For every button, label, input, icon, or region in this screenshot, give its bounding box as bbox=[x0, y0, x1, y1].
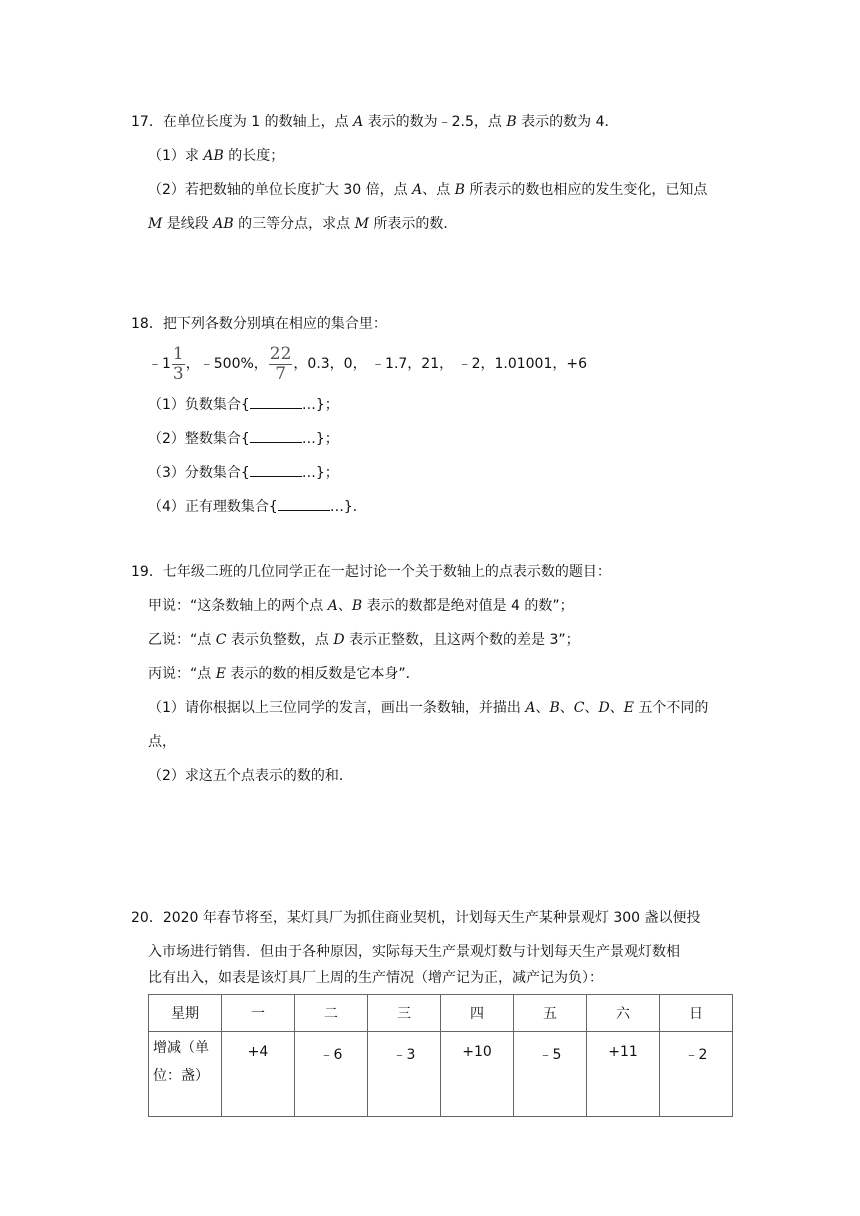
q17-p2l2-var-m: M bbox=[354, 216, 369, 232]
q17-p2-text-b: 、点 bbox=[422, 182, 455, 198]
q18-s1-blank[interactable] bbox=[250, 394, 302, 409]
table-day-cell: 二 bbox=[295, 995, 368, 1032]
q17-p2l2-text-b: 的三等分点，求点 bbox=[233, 216, 355, 232]
table-value-cell: ﹣3 bbox=[368, 1032, 441, 1117]
table-row-label bbox=[149, 1032, 222, 1117]
q18-frac2-numerator: 22 bbox=[269, 343, 292, 364]
q18-stem: 18．把下列各数分别填在相应的集合里： bbox=[131, 316, 387, 332]
q19-p1-var-e: E bbox=[623, 700, 634, 716]
q19-jia-var-b: B bbox=[351, 598, 363, 614]
q18-s4-end: …}． bbox=[329, 499, 367, 515]
q19-jia-b: 、 bbox=[337, 598, 352, 614]
q19-part2: （2）求这五个点表示的数的和． bbox=[148, 768, 353, 784]
q19-yi-b: 表示负整数，点 bbox=[226, 632, 334, 648]
q18-number-list bbox=[148, 344, 587, 384]
q20-line3: 比有出入，如表是该灯具厂上周的生产情况（增产记为正，减产记为负）： bbox=[148, 970, 603, 986]
q19-jia-var-a: A bbox=[327, 598, 338, 614]
q19-yi-var-d: D bbox=[333, 632, 345, 648]
q18-set-negative bbox=[148, 394, 339, 415]
table-day-cell: 一 bbox=[222, 995, 295, 1032]
q19-p1-var-c: C bbox=[573, 700, 585, 716]
q17-part2-line1 bbox=[148, 180, 707, 200]
q17-p2-text-a: （2）若把数轴的单位长度扩大 30 倍，点 bbox=[148, 182, 413, 198]
q17-stem-text-c: 表示的数为 4． bbox=[516, 114, 619, 130]
q17-p2-var-a: A bbox=[412, 182, 423, 198]
table-value-cell: ﹣5 bbox=[514, 1032, 587, 1117]
q19-p1-var-d: D bbox=[598, 700, 610, 716]
table-value-cell: +4 bbox=[222, 1032, 295, 1117]
q17-p2l2-text-a: 是线段 bbox=[162, 216, 214, 232]
q19-jia-c: 表示的数都是绝对值是 4 的数”； bbox=[362, 598, 574, 614]
q17-stem-text-a: 17．在单位长度为 1 的数轴上，点 bbox=[131, 114, 354, 130]
q19-bing bbox=[148, 664, 420, 684]
q18-frac1-denominator: 3 bbox=[172, 363, 184, 384]
q18-s3-blank[interactable] bbox=[250, 462, 302, 477]
table-header-row bbox=[149, 995, 733, 1032]
q17-var-a: A bbox=[353, 114, 364, 130]
q18-set-fraction bbox=[148, 462, 339, 483]
table-value-cell: +10 bbox=[441, 1032, 514, 1117]
q17-p2l2-text-c: 所表示的数． bbox=[368, 216, 458, 232]
q19-p1-sep2: 、 bbox=[559, 700, 574, 716]
q18-s2-end: …}； bbox=[301, 431, 339, 447]
q20-line1: 20．2020 年春节将至，某灯具厂为抓住商业契机，计划每天生产某种景观灯 300 盏以便投 bbox=[131, 910, 701, 926]
q18-s3-end: …}； bbox=[301, 465, 339, 481]
q19-p1-b: 五个不同的 bbox=[633, 700, 709, 716]
q19-part1-line2: 点， bbox=[148, 734, 176, 750]
q19-bing-a: 丙说：“点 bbox=[148, 666, 216, 682]
q19-p1-sep4: 、 bbox=[609, 700, 624, 716]
q17-part1 bbox=[148, 146, 284, 166]
table-day-cell: 日 bbox=[660, 995, 733, 1032]
q18-frac2-denominator: 7 bbox=[275, 363, 287, 384]
q17-stem-text-b: 表示的数为﹣2.5，点 bbox=[363, 114, 507, 130]
q19-yi-c: 表示正整数，且这两个数的差是 3”； bbox=[344, 632, 580, 648]
q19-p1-var-a: A bbox=[525, 700, 536, 716]
q19-yi-a: 乙说：“点 bbox=[148, 632, 216, 648]
q19-p1-a: （1）请你根据以上三位同学的发言，画出一条数轴，并描出 bbox=[148, 700, 526, 716]
q17-var-m: M bbox=[148, 216, 163, 232]
q19-jia-a: 甲说：“这条数轴上的两个点 bbox=[148, 598, 328, 614]
q18-frac1-numerator: 1 bbox=[172, 343, 184, 364]
q17-var-b: B bbox=[506, 114, 517, 130]
q18-s1-label: （1）负数集合{ bbox=[148, 397, 250, 413]
table-header-label: 星期 bbox=[149, 995, 222, 1032]
q18-num-c: ，0.3，0， ﹣1.7，21， ﹣2，1.01001，+6 bbox=[293, 356, 588, 372]
q17-part2-line2 bbox=[148, 214, 457, 234]
q18-s4-blank[interactable] bbox=[278, 496, 330, 511]
q18-fraction-22-7 bbox=[269, 343, 293, 384]
q17-p1-text-a: （1）求 bbox=[148, 148, 204, 164]
q19-yi bbox=[148, 630, 580, 650]
q18-set-positive-rational bbox=[148, 496, 367, 517]
q18-s4-label: （4）正有理数集合{ bbox=[148, 499, 278, 515]
q19-yi-var-c: C bbox=[215, 632, 227, 648]
table-value-cell: +11 bbox=[587, 1032, 660, 1117]
table-value-row bbox=[149, 1032, 733, 1117]
q18-s1-end: …}； bbox=[301, 397, 339, 413]
q17-var-ab: AB bbox=[203, 148, 224, 164]
q18-num-b: ，﹣500%， bbox=[185, 356, 268, 372]
table-day-cell: 四 bbox=[441, 995, 514, 1032]
q17-p2l2-var-ab: AB bbox=[213, 216, 234, 232]
q17-p2-var-b: B bbox=[454, 182, 465, 198]
q19-bing-var-e: E bbox=[215, 666, 226, 682]
q19-jia bbox=[148, 596, 574, 616]
table-day-cell: 五 bbox=[514, 995, 587, 1032]
q17-p1-text-b: 的长度； bbox=[223, 148, 285, 164]
q18-s2-blank[interactable] bbox=[250, 428, 302, 443]
q19-p1-sep3: 、 bbox=[584, 700, 599, 716]
table-day-cell: 六 bbox=[587, 995, 660, 1032]
table-row-label-line2: 位：盏） bbox=[153, 1068, 209, 1084]
table-value-cell: ﹣2 bbox=[660, 1032, 733, 1117]
q18-s3-label: （3）分数集合{ bbox=[148, 465, 250, 481]
q19-p1-sep1: 、 bbox=[535, 700, 550, 716]
table-value-cell: ﹣6 bbox=[295, 1032, 368, 1117]
q18-fraction-one-third bbox=[172, 343, 185, 384]
q18-set-integer bbox=[148, 428, 339, 449]
q20-line2: 入市场进行销售．但由于各种原因，实际每天生产景观灯数与计划每天生产景观灯数相 bbox=[148, 944, 680, 960]
q18-s2-label: （2）整数集合{ bbox=[148, 431, 250, 447]
q19-part1-line1 bbox=[148, 698, 708, 718]
q17-p2-text-c: 所表示的数也相应的发生变化，已知点 bbox=[464, 182, 708, 198]
table-row-label-line1: 增减（单 bbox=[153, 1040, 209, 1056]
q19-stem: 19．七年级二班的几位同学正在一起讨论一个关于数轴上的点表示数的题目： bbox=[131, 564, 611, 580]
q17-stem bbox=[131, 112, 618, 132]
q18-num-a: ﹣1 bbox=[148, 356, 171, 372]
q19-p1-var-b: B bbox=[549, 700, 560, 716]
production-table bbox=[148, 994, 733, 1117]
table-day-cell: 三 bbox=[368, 995, 441, 1032]
q19-bing-b: 表示的数的相反数是它本身”． bbox=[225, 666, 420, 682]
